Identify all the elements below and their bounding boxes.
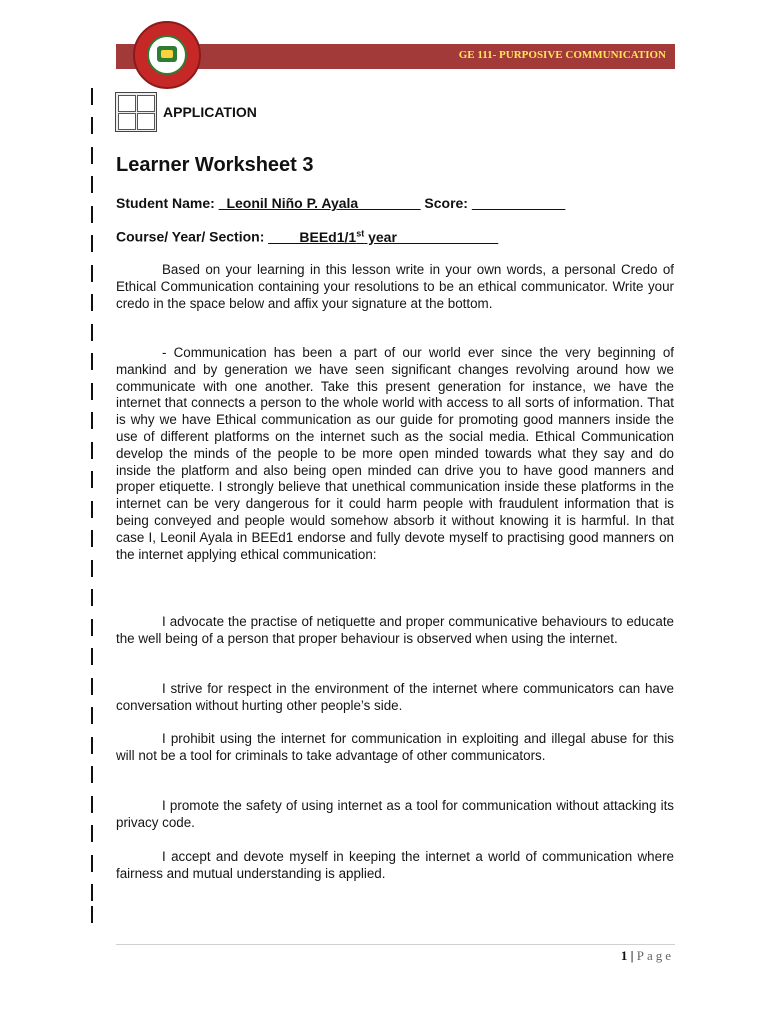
course-value-year: year_____________: [364, 228, 499, 245]
paragraph-strive: I strive for respect in the environment of the internet where communicators can have conversation without hurting other people’s side.: [116, 681, 674, 713]
university-seal-logo: [133, 21, 201, 89]
credo-item-3: [116, 731, 674, 765]
paragraph-credo-intro: - Communication has been a part of our world ever since the very beginning of mankind and by generation we have seen significant changes revolving around how we communicate with one another. Take this present generation for instance, we have the internet that connects a person to the whole world with access to all sorts of information. That is why we have Ethical communication as our guide for promoting good manners inside the use of different platforms on the internet such as the social media. Ethical Communication develop the minds of the people to be more open minded towards what they say and do inside the platform and also being open minded can drive you to have good manners and proper etiquette. I strongly believe that unethical communication inside these platforms in the internet can be very dangerous for it could harm people with fraudulent information that is being conveyed and people would somehow absorb it without knowing it is harmful. In that case I, Leonil Ayala in BEEd1 endorse and fully devote myself to practising good manners on the internet applying ethical communication:: [116, 345, 674, 562]
score-label: Score:: [424, 195, 468, 211]
student-name-value: _Leonil Niño P. Ayala________: [218, 195, 421, 211]
student-name-label: Student Name:: [116, 195, 215, 211]
course-value-main: ____BEEd1/1: [268, 228, 357, 245]
margin-rule: [91, 88, 95, 923]
paragraph-accept: I accept and devote myself in keeping the internet a world of communication where fairness and mutual understanding is applied.: [116, 849, 674, 881]
course-code: GE 111- PURPOSIVE COMMUNICATION: [458, 49, 666, 61]
credo-intro: [116, 345, 674, 563]
page-separator: |: [627, 948, 637, 963]
section-heading: APPLICATION: [163, 104, 257, 120]
course-value: [268, 229, 498, 245]
paragraph-prohibit: I prohibit using the internet for communication in exploiting and illegal abuse for this will not be a tool for criminals to take advantage of other communicators.: [116, 731, 674, 763]
paragraph-instructions: Based on your learning in this lesson write in your own words, a personal Credo of Ethical Communication containing your resolutions to be an ethical communicator. Write your credo in the space below and affix your signature at the bottom.: [116, 262, 674, 311]
student-name-row: [116, 195, 565, 211]
instructions-paragraph: [116, 262, 674, 312]
worksheet-title: Learner Worksheet 3: [116, 154, 314, 176]
page-number: 1: [620, 948, 628, 963]
page-footer: [621, 948, 674, 964]
score-value: ____________: [471, 195, 566, 211]
credo-item-5: [116, 849, 674, 883]
course-row: [116, 228, 498, 245]
course-value-ordinal: st: [356, 228, 365, 238]
credo-item-4: [116, 798, 674, 832]
credo-item-2: [116, 681, 674, 715]
footer-divider: [116, 944, 675, 945]
paragraph-advocate: I advocate the practise of netiquette and proper communicative behaviours to educate the well being of a person that proper behaviour is observed when using the internet.: [116, 614, 674, 646]
paragraph-promote: I promote the safety of using internet as a tool for communication without attacking its privacy code.: [116, 798, 674, 830]
seal-emblem: [147, 35, 187, 75]
page-word: Page: [636, 948, 674, 963]
puzzle-icon: [115, 92, 157, 132]
credo-item-1: [116, 614, 674, 648]
course-label: Course/ Year/ Section:: [116, 228, 265, 245]
